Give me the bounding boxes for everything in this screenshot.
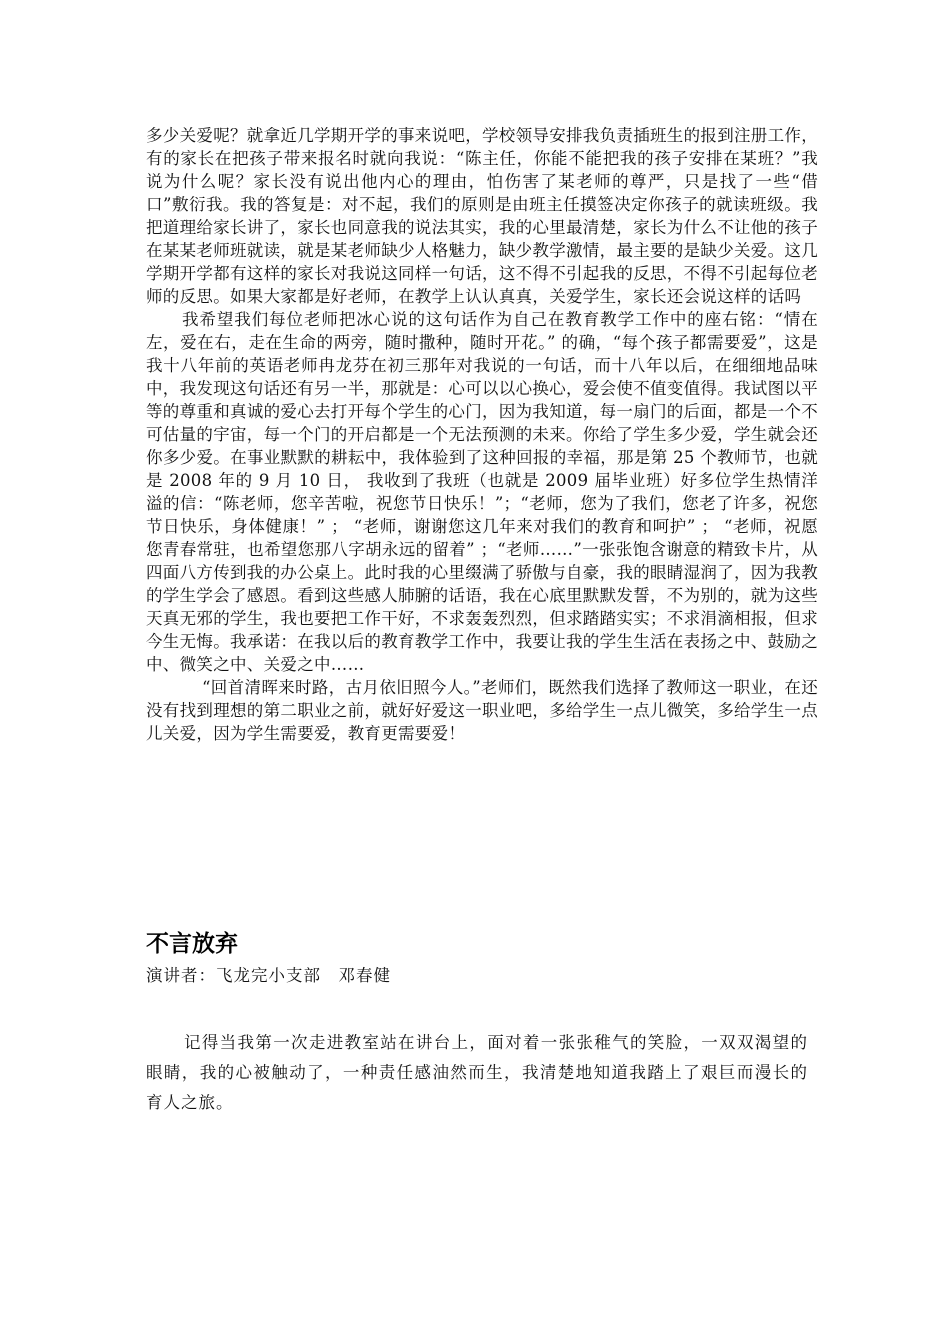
paragraph-3: “回首清晖来时路，古月依旧照今人。”老师们，既然我们选择了教师这一职业，在还没有找到理想的第二职业之前，就好好爱这一职业吧，多给学生一点儿微笑，多给学生一点儿关爱，因为学生需要爱，教育更需要爱！ — [146, 678, 818, 743]
paragraph-1: 多少关爱呢？就拿近几学期开学的事来说吧，学校领导安排我负责插班生的报到注册工作，有的家长在把孩子带来报名时就向我说：“陈主任，你能不能把我的孩子安排在某班？”我说为什么呢？家长没有说出他内心的理由，怕伤害了某老师的尊严，只是找了一些“借口”敷衍我。我的答复是：对不起，我们的原则是由班主任摸签决定你孩子的就读班级。我把道理给家长讲了，家长也同意我的说法其实，我的心里最清楚，家长为什么不让他的孩子在某某老师班就读，就是某老师缺少人格魅力，缺少教学激情，最主要的是缺少关爱。这几学期开学都有这样的家长对我说这同样一句话，这不得不引起我的反思，不得不引起每位老师的反思。如果大家都是好老师，在教学上认认真真，关爱学生，家长还会说这样的话吗 — [146, 126, 818, 306]
paragraph-2: 我希望我们每位老师把冰心说的这句话作为自己在教育教学工作中的座右铭：“情在左，爱在右，走在生命的两旁，随时撒种，随时开花。” 的确，“每个孩子都需要爱”，这是我十八年前的英语老师冉龙芬在初三那年对我说的一句话，而十八年以后，在细细地品味中，我发现这句话还有另一半，那就是：心可以以心换心，爱会使不值变值得。我试图以平等的尊重和真诚的爱心去打开每个学生的心门，因为我知道，每一扇门的后面，都是一个不可估量的宇宙，每一个门的开启都是一个无法预测的未来。你给了学生多少爱，学生就会还你多少爱。在事业默默的耕耘中，我体验到了这种回报的幸福，那是第 25 个教师节，也就是 2008 年的 9 月 10 日， 我收到了我班（也就是 2009 届毕业班）好多位学生热情洋溢的信：“陈老师，您辛苦啦，祝您节日快乐！”；“老师，您为了我们，您老了许多，祝您节日快乐，身体健康！” ； “老师，谢谢您这几年来对我们的教育和呵护” ； “老师，祝愿您青春常驻，也希望您那八字胡永远的留着” ；“老师……”一张张饱含谢意的精致卡片，从四面八方传到我的办公桌上。此时我的心里缀满了骄傲与自豪，我的眼睛湿润了，因为我教的学生学会了感恩。看到这些感人肺腑的话语，我在心底里默默发誓，不为别的，就为这些天真无邪的学生，我也要把工作干好，不求轰轰烈烈，但求踏踏实实；不求涓滴相报，但求今生无悔。我承诺：在我以后的教育教学工作中，我要让我的学生生活在表扬之中、鼓励之中、微笑之中、关爱之中…… — [146, 310, 818, 674]
opening-paragraph: 记得当我第一次走进教室站在讲台上，面对着一张张稚气的笑脸，一双双渴望的眼睛，我的心被触动了，一种责任感油然而生，我清楚地知道我踏上了艰巨而漫长的育人之旅。 — [146, 1033, 808, 1112]
speech-title: 不言放弃 — [146, 931, 238, 957]
speech-body-section-1 — [146, 124, 818, 745]
speaker-line: 演讲者：飞龙完小支部 邓春健 — [146, 966, 391, 985]
